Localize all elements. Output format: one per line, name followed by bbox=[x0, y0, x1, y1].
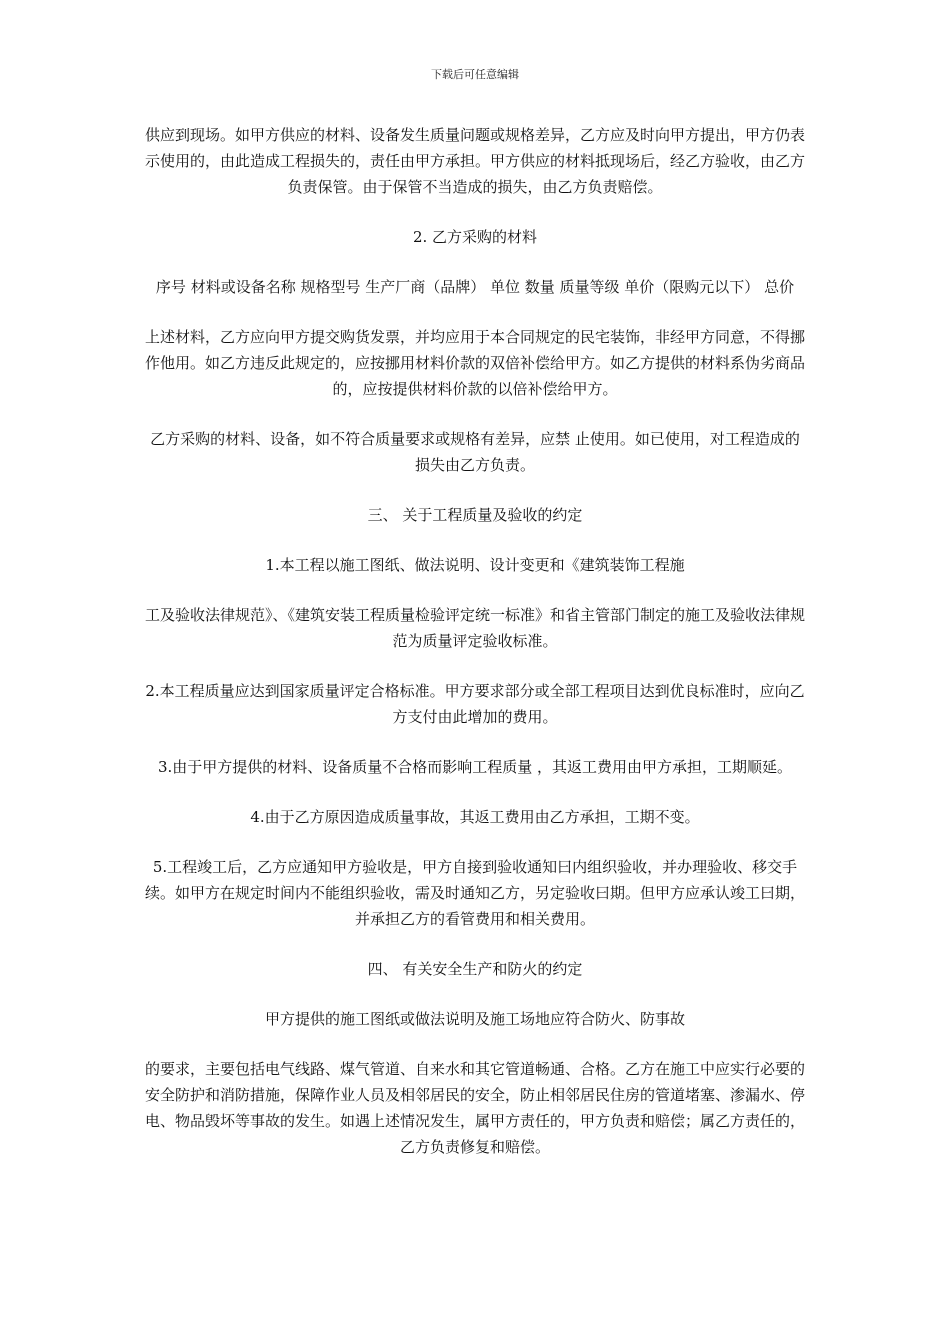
paragraph-standard-2: 2.本工程质量应达到国家质量评定合格标准。甲方要求部分或全部工程项目达到优良标准时，应向乙方支付由此增加的费用。 bbox=[145, 682, 805, 726]
paragraph-quality-mismatch: 乙方采购的材料、设备，如不符合质量要求或规格有差异，应禁 止使用。如已使用，对工程造成的损失由乙方负责。 bbox=[150, 430, 800, 474]
paragraph-invoice: 上述材料，乙方应向甲方提交购货发票，并均应用于本合同规定的民宅装饰，非经甲方同意，不得挪作他用。如乙方违反此规定的，应按挪用材料价款的双倍补偿给甲方。如乙方提供的材料系伪劣商品的，应按提供材料价款的以倍补偿给甲方。 bbox=[145, 328, 806, 398]
document-body bbox=[145, 122, 805, 1184]
section-heading-safety: 四、 有关安全生产和防火的约定 bbox=[367, 960, 583, 978]
paragraph-standard-4: 4.由于乙方原因造成质量事故，其返工费用由乙方承担，工期不变。 bbox=[250, 808, 700, 826]
paragraph-material-supply: 供应到现场。如甲方供应的材料、设备发生质量问题或规格差异，乙方应及时向甲方提出，甲方仍表示使用的，由此造成工程损失的，责任由甲方承担。甲方供应的材料抵现场后，经乙方验收，由乙方负责保管。由于保管不当造成的损失，由乙方负责赔偿。 bbox=[145, 126, 806, 196]
material-table-header: 序号 材料或设备名称 规格型号 生产厂商（品牌） 单位 数量 质量等级 单价（限购元以下） 总价 bbox=[155, 278, 795, 296]
subheading-contractor-materials: 2. 乙方采购的材料 bbox=[412, 228, 538, 246]
paragraph-standard-5: 5.工程竣工后，乙方应通知甲方验收是，甲方自接到验收通知曰内组织验收，并办理验收、移交手续。如甲方在规定时间内不能组织验收，需及时通知乙方，另定验收曰期。但甲方应承认竣工曰期，并承担乙方的看管费用和相关费用。 bbox=[145, 858, 806, 928]
page-header: 下载后可任意编辑 bbox=[431, 68, 519, 81]
paragraph-safety-1: 甲方提供的施工图纸或做法说明及施工场地应符合防火、防事故 bbox=[264, 1010, 685, 1028]
paragraph-standard-1: 1.本工程以施工图纸、做法说明、设计变更和《建筑装饰工程施 bbox=[265, 556, 685, 574]
paragraph-standard-3: 3.由于甲方提供的材料、设备质量不合格而影响工程质量 ，其返工费用由甲方承担，工期顺延。 bbox=[157, 758, 793, 776]
paragraph-standard-1-cont: 工及验收法律规范》、《建筑安装工程质量检验评定统一标准》和省主管部门制定的施工及验收法律规范为质量评定验收标准。 bbox=[145, 606, 806, 650]
section-heading-quality: 三、 关于工程质量及验收的约定 bbox=[367, 506, 583, 524]
paragraph-safety-2: 的要求，主要包括电气线路、煤气管道、自来水和其它管道畅通、合格。乙方在施工中应实行必要的安全防护和消防措施，保障作业人员及相邻居民的安全，防止相邻居民住房的管道堵塞、渗漏水、停电、物品毁坏等事故的发生。如遇上述情况发生，属甲方责任的，甲方负责和赔偿；属乙方责任的，乙方负责修复和赔偿。 bbox=[145, 1060, 806, 1156]
